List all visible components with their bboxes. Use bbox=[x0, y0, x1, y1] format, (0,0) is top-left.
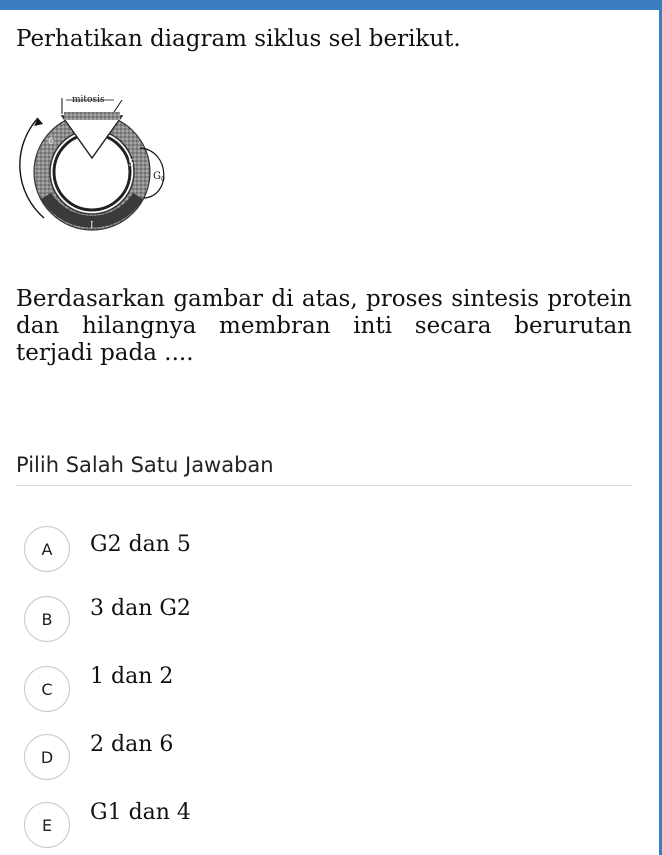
mitosis-phases-strip bbox=[64, 112, 120, 120]
label-g0: $G_0$ bbox=[153, 171, 165, 183]
segment-label-6: 6 bbox=[48, 137, 54, 147]
option-a[interactable] bbox=[24, 526, 624, 576]
option-text[interactable]: G1 dan 4 bbox=[90, 800, 191, 825]
option-c[interactable] bbox=[24, 666, 624, 716]
segment-label-5: 5 bbox=[128, 159, 134, 169]
question-text: Berdasarkan gambar di atas, proses sintesis protein dan hilangnya membran inti secara berurutan terjadi pada .... bbox=[16, 286, 632, 366]
label-mitosis: mitosis bbox=[72, 95, 105, 105]
option-letter-badge[interactable]: A bbox=[24, 526, 70, 572]
option-d[interactable] bbox=[24, 734, 624, 784]
option-e[interactable] bbox=[24, 802, 624, 852]
question-title: Perhatikan diagram siklus sel berikut. bbox=[16, 26, 461, 52]
answer-instruction: Pilih Salah Satu Jawaban bbox=[16, 453, 274, 477]
option-text[interactable]: 3 dan G2 bbox=[90, 596, 191, 621]
option-text[interactable]: 2 dan 6 bbox=[90, 732, 174, 757]
top-accent-bar bbox=[0, 0, 662, 10]
option-text[interactable]: G2 dan 5 bbox=[90, 532, 191, 557]
option-b[interactable] bbox=[24, 596, 624, 646]
option-letter-badge[interactable]: E bbox=[24, 802, 70, 848]
option-text[interactable]: 1 dan 2 bbox=[90, 664, 174, 689]
question-card bbox=[0, 10, 659, 855]
option-letter-badge[interactable]: D bbox=[24, 734, 70, 780]
section-divider bbox=[16, 485, 632, 486]
cell-cycle-diagram bbox=[10, 86, 180, 236]
option-letter-badge[interactable]: C bbox=[24, 666, 70, 712]
segment-label-i: I bbox=[90, 221, 94, 231]
option-letter-badge[interactable]: B bbox=[24, 596, 70, 642]
segment-label-1: 1 bbox=[30, 189, 36, 199]
